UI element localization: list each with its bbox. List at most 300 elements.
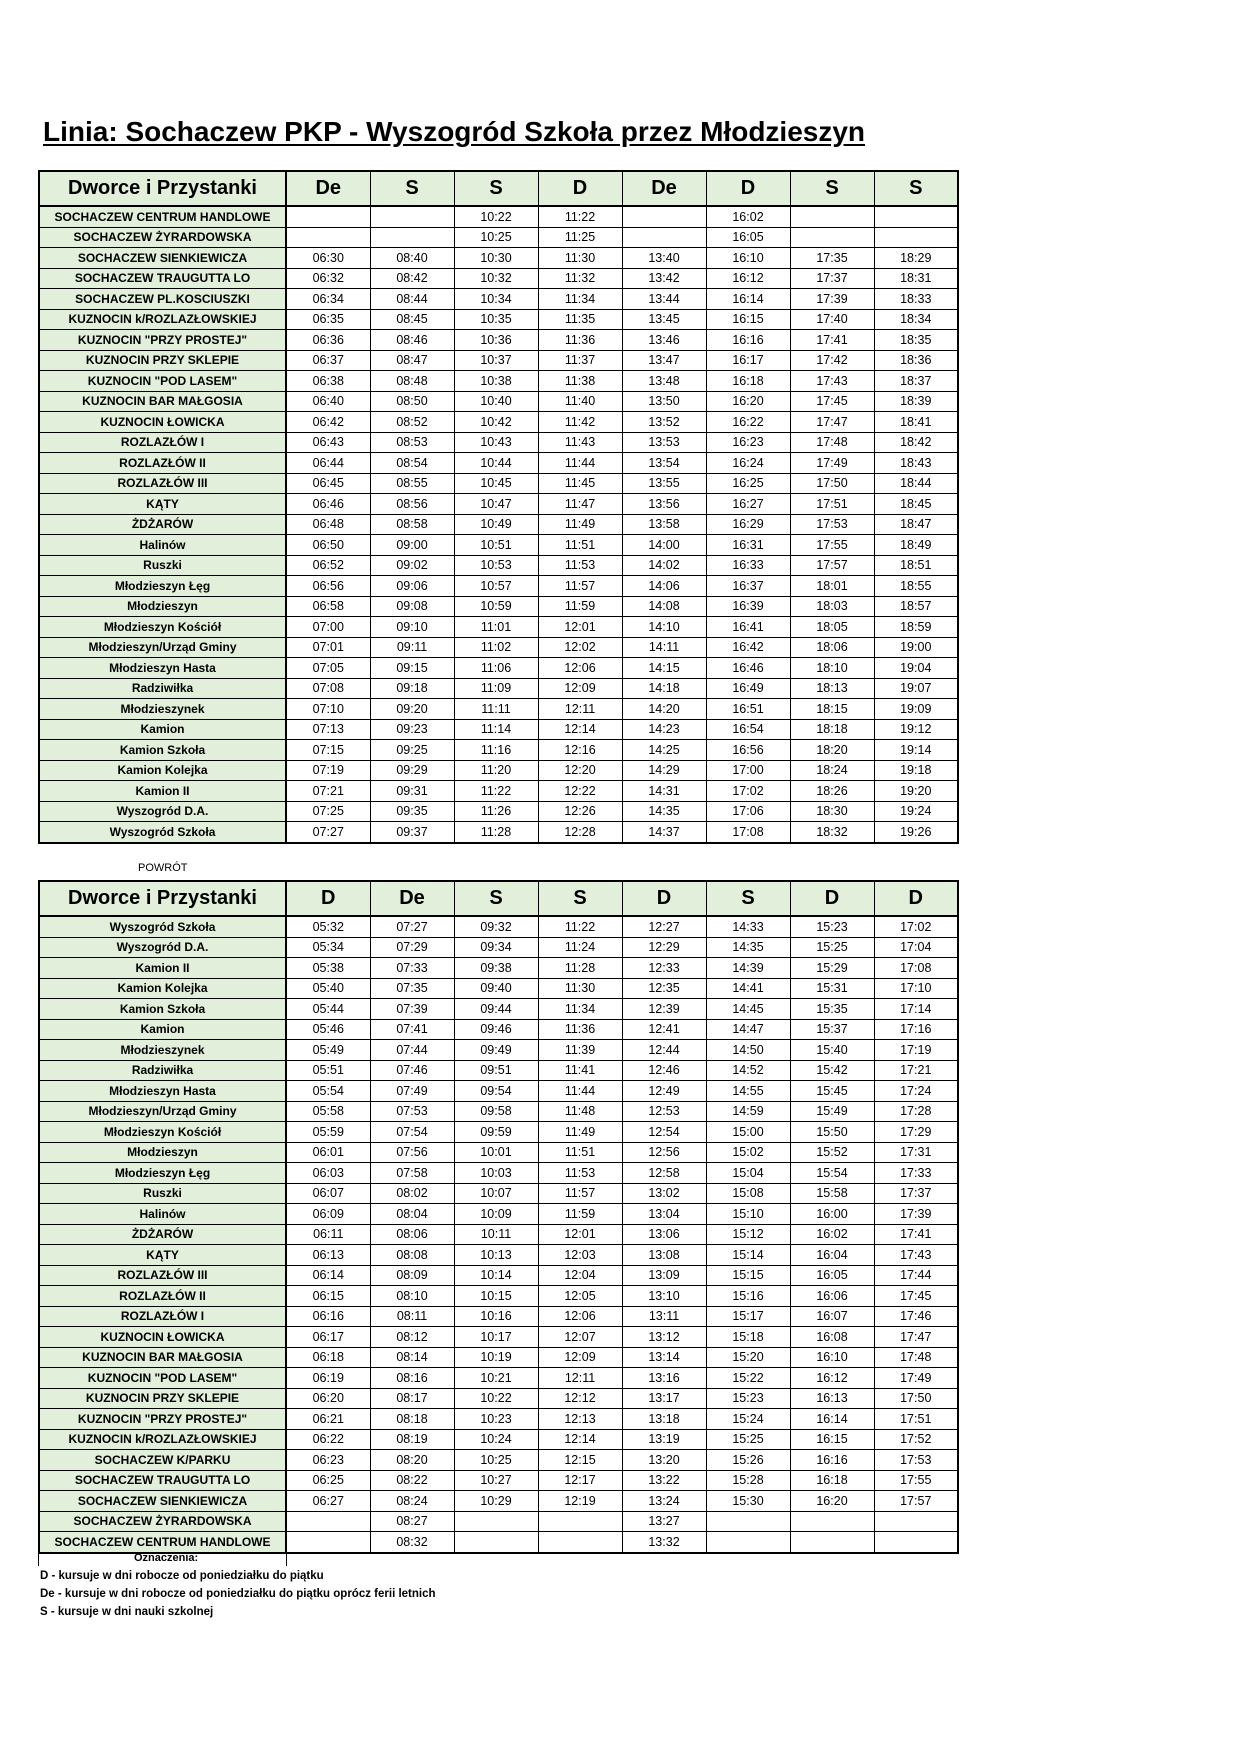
departure-time: 06:48 xyxy=(286,514,370,535)
course-type-header: S xyxy=(790,171,874,206)
departure-time: 09:23 xyxy=(370,719,454,740)
departure-time: 10:19 xyxy=(454,1347,538,1368)
table-row xyxy=(39,1347,958,1368)
departure-time: 11:22 xyxy=(538,916,622,937)
departure-time: 07:19 xyxy=(286,760,370,781)
departure-time: 07:05 xyxy=(286,658,370,679)
departure-time: 14:55 xyxy=(706,1081,790,1102)
stop-name: Wyszogród D.A. xyxy=(39,801,286,822)
departure-time: 12:14 xyxy=(538,1429,622,1450)
departure-time: 10:23 xyxy=(454,1409,538,1430)
departure-time: 06:30 xyxy=(286,248,370,269)
stop-name: KĄTY xyxy=(39,1245,286,1266)
departure-time: 12:06 xyxy=(538,1306,622,1327)
departure-time: 11:36 xyxy=(538,1019,622,1040)
table-row xyxy=(39,1491,958,1512)
departure-time: 18:34 xyxy=(874,309,958,330)
stop-name: Młodzieszyn/Urząd Gminy xyxy=(39,637,286,658)
departure-time: 11:59 xyxy=(538,1204,622,1225)
stop-name: Halinów xyxy=(39,1204,286,1225)
table-row xyxy=(39,1327,958,1348)
departure-time: 08:14 xyxy=(370,1347,454,1368)
departure-time: 07:33 xyxy=(370,958,454,979)
departure-time: 14:20 xyxy=(622,699,706,720)
departure-time: 14:39 xyxy=(706,958,790,979)
stop-name: Wyszogród Szkoła xyxy=(39,916,286,937)
departure-time: 16:00 xyxy=(790,1204,874,1225)
stop-name: SOCHACZEW K/PARKU xyxy=(39,1450,286,1471)
departure-time: 17:41 xyxy=(790,330,874,351)
departure-time: 16:41 xyxy=(706,617,790,638)
return-label: POWRÓT xyxy=(138,862,188,874)
departure-time: 11:51 xyxy=(538,1142,622,1163)
departure-time: 12:27 xyxy=(622,916,706,937)
table-row xyxy=(39,1101,958,1122)
departure-time: 10:38 xyxy=(454,371,538,392)
departure-time: 16:05 xyxy=(790,1265,874,1286)
departure-time: 11:53 xyxy=(538,1163,622,1184)
departure-time: 12:58 xyxy=(622,1163,706,1184)
departure-time: 08:17 xyxy=(370,1388,454,1409)
departure-time: 10:22 xyxy=(454,206,538,227)
departure-time: 10:13 xyxy=(454,1245,538,1266)
table-row xyxy=(39,309,958,330)
departure-time: 16:46 xyxy=(706,658,790,679)
departure-time: 17:57 xyxy=(790,555,874,576)
departure-time: 13:12 xyxy=(622,1327,706,1348)
departure-time: 06:19 xyxy=(286,1368,370,1389)
departure-time: 19:18 xyxy=(874,760,958,781)
departure-time: 05:58 xyxy=(286,1101,370,1122)
departure-time: 15:20 xyxy=(706,1347,790,1368)
table-row xyxy=(39,412,958,433)
departure-time: 12:13 xyxy=(538,1409,622,1430)
departure-time: 08:55 xyxy=(370,473,454,494)
departure-time: 07:13 xyxy=(286,719,370,740)
departure-time: 15:18 xyxy=(706,1327,790,1348)
departure-time: 12:20 xyxy=(538,760,622,781)
departure-time xyxy=(370,227,454,248)
departure-time: 10:25 xyxy=(454,1450,538,1471)
departure-time: 16:22 xyxy=(706,412,790,433)
departure-time: 12:04 xyxy=(538,1265,622,1286)
departure-time: 17:42 xyxy=(790,350,874,371)
stop-name: KUZNOCIN k/ROZLAZŁOWSKIEJ xyxy=(39,309,286,330)
departure-time: 17:06 xyxy=(706,801,790,822)
departure-time: 15:14 xyxy=(706,1245,790,1266)
departure-time: 06:43 xyxy=(286,432,370,453)
departure-time: 17:41 xyxy=(874,1224,958,1245)
departure-time: 18:43 xyxy=(874,453,958,474)
departure-time: 10:09 xyxy=(454,1204,538,1225)
stop-name: KUZNOCIN BAR MAŁGOSIA xyxy=(39,1347,286,1368)
departure-time: 06:22 xyxy=(286,1429,370,1450)
table-row xyxy=(39,658,958,679)
departure-time: 16:31 xyxy=(706,535,790,556)
departure-time: 14:50 xyxy=(706,1040,790,1061)
departure-time: 13:40 xyxy=(622,248,706,269)
table-row xyxy=(39,535,958,556)
departure-time: 12:03 xyxy=(538,1245,622,1266)
departure-time: 13:19 xyxy=(622,1429,706,1450)
departure-time: 13:02 xyxy=(622,1183,706,1204)
stop-name: Kamion Kolejka xyxy=(39,760,286,781)
departure-time: 17:47 xyxy=(790,412,874,433)
table-row xyxy=(39,494,958,515)
departure-time: 17:08 xyxy=(874,958,958,979)
departure-time: 16:13 xyxy=(790,1388,874,1409)
departure-time: 07:41 xyxy=(370,1019,454,1040)
table-row xyxy=(39,227,958,248)
departure-time: 08:27 xyxy=(370,1511,454,1532)
departure-time: 06:09 xyxy=(286,1204,370,1225)
departure-time: 10:30 xyxy=(454,248,538,269)
departure-time: 10:45 xyxy=(454,473,538,494)
departure-time: 08:24 xyxy=(370,1491,454,1512)
departure-time xyxy=(790,227,874,248)
departure-time: 17:37 xyxy=(790,268,874,289)
departure-time: 10:11 xyxy=(454,1224,538,1245)
departure-time: 07:54 xyxy=(370,1122,454,1143)
departure-time: 13:06 xyxy=(622,1224,706,1245)
departure-time: 18:49 xyxy=(874,535,958,556)
departure-time: 06:21 xyxy=(286,1409,370,1430)
departure-time: 16:49 xyxy=(706,678,790,699)
departure-time: 16:42 xyxy=(706,637,790,658)
departure-time: 10:07 xyxy=(454,1183,538,1204)
departure-time: 10:44 xyxy=(454,453,538,474)
table-row xyxy=(39,1081,958,1102)
departure-time: 09:59 xyxy=(454,1122,538,1143)
departure-time: 13:04 xyxy=(622,1204,706,1225)
departure-time: 17:57 xyxy=(874,1491,958,1512)
departure-time: 16:54 xyxy=(706,719,790,740)
departure-time: 14:59 xyxy=(706,1101,790,1122)
departure-time: 08:10 xyxy=(370,1286,454,1307)
departure-time: 16:12 xyxy=(790,1368,874,1389)
departure-time: 11:49 xyxy=(538,1122,622,1143)
departure-time: 15:23 xyxy=(706,1388,790,1409)
stop-name: KUZNOCIN "POD LASEM" xyxy=(39,1368,286,1389)
departure-time: 16:05 xyxy=(706,227,790,248)
course-type-header: D xyxy=(622,881,706,916)
departure-time: 11:30 xyxy=(538,978,622,999)
departure-time: 11:49 xyxy=(538,514,622,535)
departure-time: 19:12 xyxy=(874,719,958,740)
departure-time: 14:18 xyxy=(622,678,706,699)
departure-time: 10:59 xyxy=(454,596,538,617)
stop-name: KUZNOCIN ŁOWICKA xyxy=(39,412,286,433)
departure-time: 14:31 xyxy=(622,781,706,802)
departure-time: 08:20 xyxy=(370,1450,454,1471)
departure-time: 15:50 xyxy=(790,1122,874,1143)
departure-time: 09:58 xyxy=(454,1101,538,1122)
course-type-header: D xyxy=(790,881,874,916)
departure-time: 07:10 xyxy=(286,699,370,720)
departure-time xyxy=(706,1511,790,1532)
departure-time: 18:03 xyxy=(790,596,874,617)
departure-time: 17:51 xyxy=(790,494,874,515)
departure-time: 19:07 xyxy=(874,678,958,699)
departure-time: 13:20 xyxy=(622,1450,706,1471)
departure-time xyxy=(874,227,958,248)
departure-time: 06:52 xyxy=(286,555,370,576)
departure-time: 12:09 xyxy=(538,1347,622,1368)
departure-time: 06:14 xyxy=(286,1265,370,1286)
table-row xyxy=(39,1122,958,1143)
table-row xyxy=(39,555,958,576)
stop-name: Młodzieszyn xyxy=(39,596,286,617)
departure-time: 09:25 xyxy=(370,740,454,761)
course-type-header: S xyxy=(454,881,538,916)
departure-time: 07:56 xyxy=(370,1142,454,1163)
departure-time: 18:18 xyxy=(790,719,874,740)
departure-time: 16:02 xyxy=(790,1224,874,1245)
departure-time: 15:00 xyxy=(706,1122,790,1143)
departure-time: 13:44 xyxy=(622,289,706,310)
departure-time: 09:44 xyxy=(454,999,538,1020)
stop-name: Młodzieszyn Kościół xyxy=(39,1122,286,1143)
stop-name: Kamion xyxy=(39,719,286,740)
departure-time: 18:06 xyxy=(790,637,874,658)
departure-time: 11:09 xyxy=(454,678,538,699)
departure-time: 05:38 xyxy=(286,958,370,979)
departure-time: 16:15 xyxy=(790,1429,874,1450)
departure-time: 08:45 xyxy=(370,309,454,330)
departure-time: 13:54 xyxy=(622,453,706,474)
departure-time: 12:01 xyxy=(538,617,622,638)
departure-time: 17:08 xyxy=(706,822,790,843)
departure-time: 09:35 xyxy=(370,801,454,822)
departure-time: 08:44 xyxy=(370,289,454,310)
departure-time: 18:31 xyxy=(874,268,958,289)
departure-time: 11:59 xyxy=(538,596,622,617)
departure-time: 12:15 xyxy=(538,1450,622,1471)
departure-time: 16:14 xyxy=(706,289,790,310)
table-row xyxy=(39,781,958,802)
departure-time: 10:14 xyxy=(454,1265,538,1286)
departure-time: 12:14 xyxy=(538,719,622,740)
departure-time: 18:45 xyxy=(874,494,958,515)
departure-time: 15:29 xyxy=(790,958,874,979)
departure-time: 13:56 xyxy=(622,494,706,515)
departure-time: 13:14 xyxy=(622,1347,706,1368)
departure-time: 07:01 xyxy=(286,637,370,658)
departure-time: 14:08 xyxy=(622,596,706,617)
departure-time: 18:59 xyxy=(874,617,958,638)
departure-time: 07:00 xyxy=(286,617,370,638)
table-row xyxy=(39,1204,958,1225)
departure-time: 17:43 xyxy=(874,1245,958,1266)
departure-time: 07:15 xyxy=(286,740,370,761)
departure-time: 07:35 xyxy=(370,978,454,999)
departure-time: 19:20 xyxy=(874,781,958,802)
departure-time: 16:07 xyxy=(790,1306,874,1327)
departure-time: 06:16 xyxy=(286,1306,370,1327)
stops-column-header: Dworce i Przystanki xyxy=(39,881,286,916)
table-row xyxy=(39,719,958,740)
table-row xyxy=(39,801,958,822)
legend-item: S - kursuje w dni nauki szkolnej xyxy=(40,1606,214,1618)
departure-time: 14:06 xyxy=(622,576,706,597)
legend-item: D - kursuje w dni robocze od poniedziałku do piątku xyxy=(40,1570,324,1582)
departure-time: 08:22 xyxy=(370,1470,454,1491)
departure-time: 17:02 xyxy=(706,781,790,802)
departure-time: 08:40 xyxy=(370,248,454,269)
departure-time: 15:25 xyxy=(706,1429,790,1450)
course-type-header: S xyxy=(454,171,538,206)
departure-time: 06:03 xyxy=(286,1163,370,1184)
departure-time: 05:40 xyxy=(286,978,370,999)
departure-time: 07:58 xyxy=(370,1163,454,1184)
departure-time: 13:22 xyxy=(622,1470,706,1491)
departure-time: 16:10 xyxy=(790,1347,874,1368)
departure-time: 09:18 xyxy=(370,678,454,699)
departure-time xyxy=(538,1532,622,1553)
table-row xyxy=(39,248,958,269)
departure-time: 11:25 xyxy=(538,227,622,248)
departure-time: 17:10 xyxy=(874,978,958,999)
departure-time: 12:46 xyxy=(622,1060,706,1081)
departure-time: 07:39 xyxy=(370,999,454,1020)
departure-time: 14:15 xyxy=(622,658,706,679)
departure-time: 12:54 xyxy=(622,1122,706,1143)
departure-time: 18:26 xyxy=(790,781,874,802)
departure-time: 14:02 xyxy=(622,555,706,576)
departure-time: 18:57 xyxy=(874,596,958,617)
stop-name: ROZLAZŁÓW III xyxy=(39,1265,286,1286)
departure-time: 13:42 xyxy=(622,268,706,289)
departure-time: 11:34 xyxy=(538,999,622,1020)
stop-name: KUZNOCIN "POD LASEM" xyxy=(39,371,286,392)
departure-time: 11:57 xyxy=(538,1183,622,1204)
stop-name: Wyszogród Szkoła xyxy=(39,822,286,843)
departure-time: 05:44 xyxy=(286,999,370,1020)
departure-time: 10:17 xyxy=(454,1327,538,1348)
timetable-header-row xyxy=(39,881,958,916)
departure-time: 06:34 xyxy=(286,289,370,310)
departure-time: 17:55 xyxy=(790,535,874,556)
departure-time: 17:00 xyxy=(706,760,790,781)
departure-time: 08:18 xyxy=(370,1409,454,1430)
table-row xyxy=(39,760,958,781)
departure-time: 15:58 xyxy=(790,1183,874,1204)
timetable-header-row xyxy=(39,171,958,206)
departure-time: 11:43 xyxy=(538,432,622,453)
departure-time: 11:39 xyxy=(538,1040,622,1061)
departure-time: 17:37 xyxy=(874,1183,958,1204)
departure-time: 08:50 xyxy=(370,391,454,412)
outbound-timetable xyxy=(38,170,959,844)
departure-time: 18:35 xyxy=(874,330,958,351)
departure-time: 16:08 xyxy=(790,1327,874,1348)
departure-time: 16:10 xyxy=(706,248,790,269)
departure-time: 17:39 xyxy=(790,289,874,310)
departure-time: 16:39 xyxy=(706,596,790,617)
departure-time: 14:47 xyxy=(706,1019,790,1040)
departure-time: 09:34 xyxy=(454,937,538,958)
departure-time: 06:40 xyxy=(286,391,370,412)
departure-time: 12:41 xyxy=(622,1019,706,1040)
departure-time: 08:04 xyxy=(370,1204,454,1225)
stop-name: Ruszki xyxy=(39,555,286,576)
stop-name: SOCHACZEW SIENKIEWICZA xyxy=(39,248,286,269)
departure-time: 12:35 xyxy=(622,978,706,999)
departure-time: 06:32 xyxy=(286,268,370,289)
departure-time: 08:48 xyxy=(370,371,454,392)
departure-time: 12:22 xyxy=(538,781,622,802)
stop-name: Młodzieszyn Łęg xyxy=(39,576,286,597)
course-type-header: S xyxy=(874,171,958,206)
departure-time: 15:30 xyxy=(706,1491,790,1512)
departure-time: 05:51 xyxy=(286,1060,370,1081)
stop-name: Kamion xyxy=(39,1019,286,1040)
departure-time: 16:24 xyxy=(706,453,790,474)
departure-time: 10:49 xyxy=(454,514,538,535)
departure-time: 15:17 xyxy=(706,1306,790,1327)
departure-time: 18:30 xyxy=(790,801,874,822)
departure-time: 10:03 xyxy=(454,1163,538,1184)
departure-time: 12:49 xyxy=(622,1081,706,1102)
departure-time xyxy=(454,1532,538,1553)
departure-time: 14:23 xyxy=(622,719,706,740)
departure-time: 11:48 xyxy=(538,1101,622,1122)
departure-time: 18:42 xyxy=(874,432,958,453)
table-row xyxy=(39,1388,958,1409)
stop-name: Młodzieszyn Łęg xyxy=(39,1163,286,1184)
departure-time: 11:28 xyxy=(454,822,538,843)
departure-time: 06:25 xyxy=(286,1470,370,1491)
departure-time: 17:47 xyxy=(874,1327,958,1348)
departure-time: 11:35 xyxy=(538,309,622,330)
departure-time: 09:51 xyxy=(454,1060,538,1081)
departure-time: 11:34 xyxy=(538,289,622,310)
departure-time: 18:01 xyxy=(790,576,874,597)
course-type-header: De xyxy=(622,171,706,206)
table-row xyxy=(39,1511,958,1532)
departure-time: 17:43 xyxy=(790,371,874,392)
departure-time: 17:46 xyxy=(874,1306,958,1327)
departure-time: 18:44 xyxy=(874,473,958,494)
departure-time: 17:29 xyxy=(874,1122,958,1143)
departure-time: 06:35 xyxy=(286,309,370,330)
departure-time: 07:27 xyxy=(286,822,370,843)
stop-name: ROZLAZŁÓW II xyxy=(39,1286,286,1307)
departure-time: 11:26 xyxy=(454,801,538,822)
departure-time: 11:38 xyxy=(538,371,622,392)
departure-time: 11:11 xyxy=(454,699,538,720)
departure-time xyxy=(790,1532,874,1553)
departure-time: 17:53 xyxy=(790,514,874,535)
departure-time: 10:25 xyxy=(454,227,538,248)
departure-time: 17:50 xyxy=(790,473,874,494)
departure-time: 13:55 xyxy=(622,473,706,494)
departure-time: 08:56 xyxy=(370,494,454,515)
departure-time: 17:14 xyxy=(874,999,958,1020)
course-type-header: D xyxy=(538,171,622,206)
departure-time: 16:20 xyxy=(706,391,790,412)
departure-time: 15:35 xyxy=(790,999,874,1020)
table-row xyxy=(39,999,958,1020)
departure-time: 18:05 xyxy=(790,617,874,638)
departure-time: 16:33 xyxy=(706,555,790,576)
table-row xyxy=(39,822,958,843)
departure-time xyxy=(622,206,706,227)
departure-time: 13:46 xyxy=(622,330,706,351)
departure-time: 15:24 xyxy=(706,1409,790,1430)
departure-time: 16:37 xyxy=(706,576,790,597)
departure-time: 07:44 xyxy=(370,1040,454,1061)
